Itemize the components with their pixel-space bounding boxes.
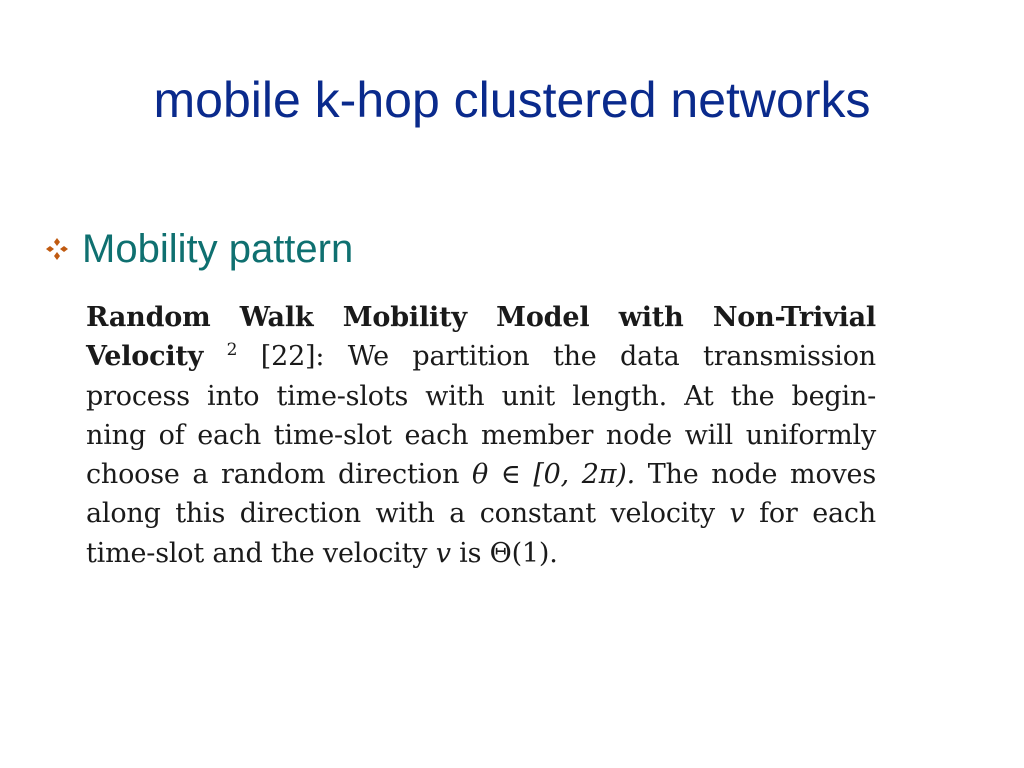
excerpt-line: ning of each time-slot each member node will uniformly xyxy=(86,419,876,451)
excerpt-line xyxy=(86,494,876,533)
excerpt-text: The node moves xyxy=(647,459,876,491)
excerpt-heading: Random Walk Mobility Model with Non-Trivial xyxy=(86,302,876,333)
excerpt-line xyxy=(86,337,876,376)
footnote-mark: 2 xyxy=(226,340,238,361)
bullet-text: Mobility pattern xyxy=(82,227,354,271)
excerpt-line xyxy=(86,534,876,573)
math-expression: θ ∈ [0, 2π). xyxy=(472,459,635,491)
paper-excerpt xyxy=(86,298,876,573)
excerpt-text: choose a random direction xyxy=(86,459,460,491)
slide-title: mobile k-hop clustered networks xyxy=(153,72,871,128)
excerpt-text: [22]: We partition the data transmission xyxy=(260,341,876,373)
excerpt-text: is Θ(1). xyxy=(459,537,558,569)
excerpt-text: along this direction with a constant velocity xyxy=(86,498,715,530)
excerpt-line xyxy=(86,298,876,337)
bullet-item xyxy=(44,222,353,276)
four-diamond-bullet-icon xyxy=(44,236,70,262)
excerpt-line xyxy=(86,455,876,494)
excerpt-text: for each xyxy=(759,498,876,530)
math-variable: v xyxy=(435,537,451,569)
excerpt-heading-cont: Velocity xyxy=(86,341,204,373)
excerpt-text: time-slot and the velocity xyxy=(86,537,428,569)
math-variable: v xyxy=(729,498,745,530)
excerpt-line: process into time-slots with unit length. At the begin- xyxy=(86,380,876,412)
